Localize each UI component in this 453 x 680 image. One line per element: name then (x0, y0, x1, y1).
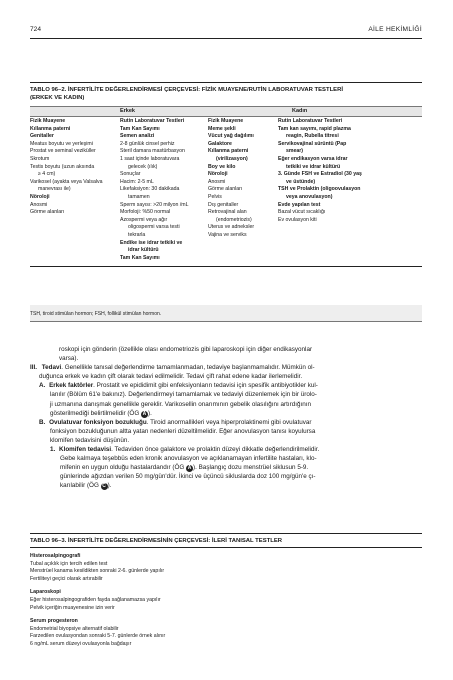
table-cell-line: Semen analizi (120, 133, 155, 140)
table-cell-line: Tam Kan Sayımı (120, 125, 160, 132)
table-cell-line: ≥ 4 cm) (38, 171, 56, 178)
table-cell-line: Retrovajinal alan (208, 209, 247, 216)
body-line-text: ). (107, 482, 112, 490)
body-line-text: gösterilmediği belirtilmelidir (ÖG (50, 409, 141, 417)
table-cell-line: gelecek (ılık) (128, 163, 158, 170)
table-cell-line: Sperm sayısı: >20 milyon /mL (120, 201, 189, 208)
body-line: varsa). (59, 355, 79, 363)
table-3-item: Endometrial biyopsiye alternatif olabilir (30, 625, 119, 632)
evidence-grade-icon: A (187, 465, 192, 472)
table-cell-line: Nöroloji (30, 193, 50, 200)
table-3-title-rule (30, 547, 422, 548)
table-cell-line: Ev ovulasyon kiti (278, 216, 317, 223)
table-96-3-body (30, 553, 422, 649)
table-cell-line: Görme alanları (208, 186, 243, 193)
table-cell-line: Anosmi (208, 178, 226, 185)
section-number: III. (30, 364, 37, 372)
running-title: AİLE HEKİMLİĞİ (368, 26, 422, 33)
table-cell-line: Vücut yağ dağılımı (208, 133, 254, 140)
table-3-item: Menstrüel kanama kesildikten sonraki 2-6. günlerde yapılır (30, 568, 165, 575)
table-cell-line: Sonuçlar (120, 171, 141, 178)
body-line: . Tedaviden önce galaktore ve prolaktin düzeyi dikkatle değerlendirilmelidir. (111, 446, 320, 454)
table-cell-line: ve üstünde) (286, 178, 316, 185)
table-cell-line: Vajina ve serviks (208, 231, 247, 238)
running-header (30, 26, 422, 38)
body-line: . Prostatit ve epididimit gibi enfeksiyonların tedavisi için spesifik antibiyotikler kul- (93, 382, 318, 390)
table-top-rule (30, 82, 422, 83)
body-line: fonksiyon bozukluğunun altta yatan nedenleri düzeltilmelidir. Eğer anovulasyon tanısı koyulursa (50, 427, 316, 435)
subsection-heading: Ovulatuvar fonksiyon bozukluğu (49, 418, 147, 426)
header-rule (30, 38, 422, 39)
table-cell-line: Genitaller (30, 133, 54, 140)
table-cell-line: 1 saat içinde laboratuvara (120, 155, 180, 162)
subsection-heading: Klomifen tedavisi (59, 446, 112, 454)
table-bottom-rule (30, 266, 422, 267)
table-cell-line: smear) (286, 148, 304, 155)
table-cell-line: Tam Kan Sayımı (120, 254, 160, 261)
table-3-item: Fertiliteyi geçici olarak artırabilir (30, 575, 103, 582)
body-line (30, 481, 425, 490)
body-line: duğunca erkek ve kadın çift olarak tedavi edilmelidir. Tedavi çift rahat edene kadar ilerlemelidir. (39, 373, 303, 381)
table-96-3-title: TABLO 96–3. İNFERTİLİTE DEĞERLENDİRMESİNİN ÇERÇEVESİ: İLERİ TANISAL TESTLER (30, 538, 283, 544)
table-cell-line: Varikosel (ayakta veya Valsalva (30, 178, 103, 185)
table-cell-line: Anosmi (30, 201, 48, 208)
table-cell-line: manevrası ile) (38, 186, 71, 193)
table-cell-line: Dış genitaller (208, 201, 239, 208)
table-col-female-exam (208, 118, 278, 240)
subsection-number: A. (39, 382, 46, 390)
table-96-2-title (30, 86, 430, 102)
subsection-number: B. (39, 418, 46, 426)
body-line: lanılır (Bölüm 61'e bakınız). Değerlendirmeyi tamamlamak ve tedaviyi düzenlemek için bir ürolo- (50, 391, 317, 399)
table-3-section (30, 589, 422, 612)
table-cell-line: (endometriozis) (216, 216, 252, 223)
table-3-item: Eğer histerosalpingografiden fayda sağlanamazsa yapılır (30, 596, 161, 603)
table-cell-line: Likefaksiyon: 30 dakikada (120, 186, 180, 193)
body-line: . Genellikle tanısal değerlendirme tamamlanmadan, tedaviye başlanmamalıdır. Mümkün ol- (61, 364, 315, 372)
table-cell-line: tamamen (128, 193, 150, 200)
table-title-line: (ERKEK VE KADIN) (30, 95, 85, 101)
table-cell-line: Azospermi veya ağır (120, 216, 168, 223)
table-cell-line: Boy ve kilo (208, 163, 236, 170)
table-cell-line: Fizik Muayene (30, 118, 66, 124)
table-col-male-exam (30, 118, 118, 217)
table-cell-line: Bazal vücut sıcaklığı (278, 209, 326, 216)
body-line: Gebe kalmaya teşebbüs eden kronik anovulasyon ve açıklanamayan infertilite hastaları, klo- (60, 455, 317, 463)
table-cell-line: Rutin Laboratuvar Testleri (278, 118, 343, 124)
table-cell-line: Kıllanma paterni (30, 125, 71, 132)
body-line: ji uzmanına danışmak genellikle gereklir. Varikosellin onarımının gebelik olasılığını artırdığının (50, 400, 311, 408)
body-line-text: ). (147, 409, 152, 417)
table-3-section-heading: Serum progesteron (30, 618, 78, 625)
body-line (30, 409, 425, 418)
table-cell-line: Galaktore (208, 140, 232, 147)
table-cell-line: 2-8 günlük cinsel perhiz (120, 140, 175, 147)
table-3-top-rule (30, 533, 422, 534)
table-cell-line: Görme alanları (30, 209, 65, 216)
section-heading: Tedavi (41, 364, 62, 372)
table-cell-line: Pelvis (208, 193, 222, 200)
table-cell-line: idrar kültürü (128, 247, 159, 254)
table-cell-line: Hacim: 2-5 mL (120, 178, 154, 185)
table-cell-line: Servikovajinal sürüntü (Pap (278, 140, 347, 147)
table-title-line: TABLO 96–2. İNFERTİLİTE DEĞERLENDİRMESİ ÇERÇEVESİ: FİZİK MUAYENE/RUTİN LABORATUVAR TESTLERİ (30, 87, 343, 93)
subsection-B (30, 418, 425, 427)
table-cell-line: Skrotum (30, 155, 50, 162)
subsection-A (30, 381, 425, 390)
table-cell-line: Endike ise idrar tetkiki ve (120, 239, 183, 246)
evidence-grade-icon: A (142, 410, 147, 417)
table-cell-line: tetkiki ve idrar kültürü (286, 163, 341, 170)
table-footnote: TSH, tiroid stimülan hormon; FSH, follikül stimülan hormon. (30, 311, 162, 317)
table-cell-line: reagin, Rubella titresi (286, 133, 339, 140)
section-III (30, 363, 425, 372)
table-cell-line: Steril damara mastürbasyon (120, 148, 185, 155)
group-label-male: Erkek (120, 108, 135, 114)
table-cell-line: Nöroloji (208, 171, 228, 178)
table-cell-line: Rutin Laboratuvar Testleri (120, 118, 185, 124)
table-cell-line: Eğer endikasyon varsa idrar (278, 155, 348, 162)
table-cell-line: Evde yapılan test (278, 201, 321, 208)
table-3-section (30, 553, 422, 583)
table-3-item: Pelvik içeriğin muayenesine izin verir (30, 604, 115, 611)
table-3-section-heading: Histerosalpingografi (30, 553, 81, 559)
table-cell-line: Meme şekli (208, 125, 236, 132)
evidence-grade-icon: C (102, 483, 106, 490)
group-label-female: Kadın (292, 108, 308, 114)
table-col-female-lab (278, 118, 422, 224)
subsection-1 (30, 445, 425, 454)
body-line-text: karılabilir (ÖG (60, 482, 101, 490)
body-line: roskopi için gönderin (özellikle olası endometriozis gibi laparoskopi için diğer endikasyonlar (59, 346, 313, 353)
table-3-item: 6 ng/mL serum düzeyi ovulasyonla bağdaşır (30, 640, 132, 647)
page-number: 724 (30, 26, 42, 33)
table-3-section-heading: Laparoskopi (30, 589, 61, 596)
table-cell-line: Testis boyutu (uzun aksında (30, 163, 95, 170)
table-col-male-lab (120, 118, 200, 262)
body-line-text: mifenin en uygun olduğu hastalardandır (ÖG (60, 464, 187, 472)
body-line (30, 463, 425, 472)
table-cell-line: Tam kan sayımı, rapid plazma (278, 125, 351, 132)
table-cell-line: tekrarla (128, 231, 146, 238)
table-cell-line: oligospermi varsa testi (128, 224, 180, 231)
table-3-item: Farzedilen ovulasyondan sonraki 5-7. günlerde örnek alınır (30, 633, 166, 640)
table-group-header (30, 106, 422, 117)
table-cell-line: Fizik Muayene (208, 118, 244, 124)
table-cell-line: Prostat ve seminal veziküller (30, 148, 96, 155)
table-cell-line: TSH ve Prolaktin (oligoovulasyon (278, 186, 361, 193)
table-cell-line: Kıllanma paterni (208, 148, 249, 155)
body-line: . Tiroid anormallikleri veya hiperprolaktinemi gibi ovulatuvar (146, 418, 312, 426)
table-cell-line: 3. Günde FSH ve Estradiol (30 yaş (278, 171, 362, 178)
table-cell-line: Morfoloji: %50 normal (120, 209, 171, 216)
table-cell-line: Uterus ve adneksler (208, 224, 255, 231)
body-text (30, 345, 425, 491)
table-cell-line: (virilizasyon) (216, 155, 248, 162)
body-line: günlerinde ağızdan verilen 50 mg/gün'dür. İkinci ve üçüncü sikluslarda doz 100 mg/gün'e çı- (60, 473, 316, 481)
table-3-section (30, 618, 422, 648)
body-line: klomifen tedavisini düşünün. (50, 436, 130, 444)
table-cell-line: veya anovulasyon) (286, 193, 333, 200)
table-cell-line: Meatus boyutu ve yerleşimi (30, 140, 93, 147)
table-3-item: Tubal açıklık için tercih edilen test (30, 560, 108, 567)
subsection-number: 1. (50, 446, 56, 454)
subsection-heading: Erkek faktörler (49, 382, 94, 390)
body-line-text: ). Başlangıç dozu menstrüel siklusun 5-9. (193, 464, 309, 472)
